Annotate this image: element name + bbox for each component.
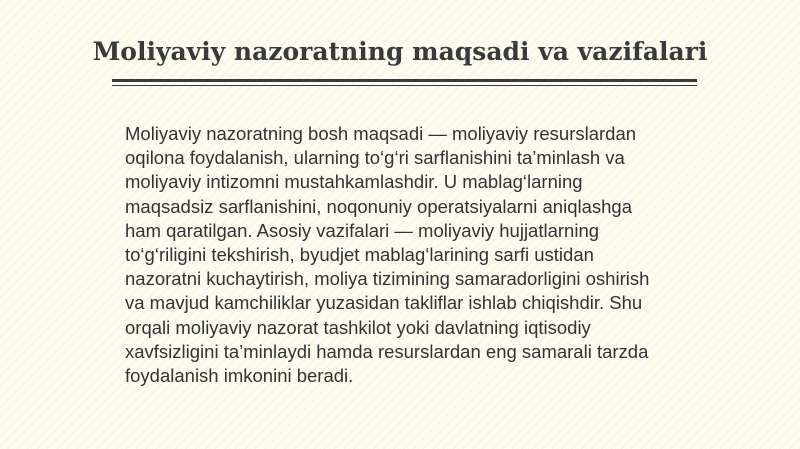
slide-title: Moliyaviy nazoratning maqsadi va vazifalari: [92, 37, 708, 66]
slide-body-text: Moliyaviy nazoratning bosh maqsadi — moliyaviy resurslardan oqilona foydalanish, ularning to‘g‘ri sarflanishini ta’minlash va moliyaviy intizomni mustahkamlashdir. U mablag‘larning maqsadsiz sarflanishini, noqonuniy operatsiyalarni aniqlashga ham qaratilgan. Asosiy vazifalari — moliyaviy hujjatlarning to‘g‘riligini tekshirish, byudjet mablag‘larining sarfi ustidan nazoratni kuchaytirish, moliya tizimining samaradorligini oshirish va mavjud kamchiliklar yuzasidan takliflar ishlab chiqishdir. Shu orqali moliyaviy nazorat tashkilot yoki davlatning iqtisodiy xavfsizligini ta’minlaydi hamda resurslardan eng samarali tarzda foydalanish imkonini beradi.: [125, 123, 650, 387]
title-divider-thin: [112, 85, 697, 86]
title-divider-thick: [112, 79, 697, 82]
